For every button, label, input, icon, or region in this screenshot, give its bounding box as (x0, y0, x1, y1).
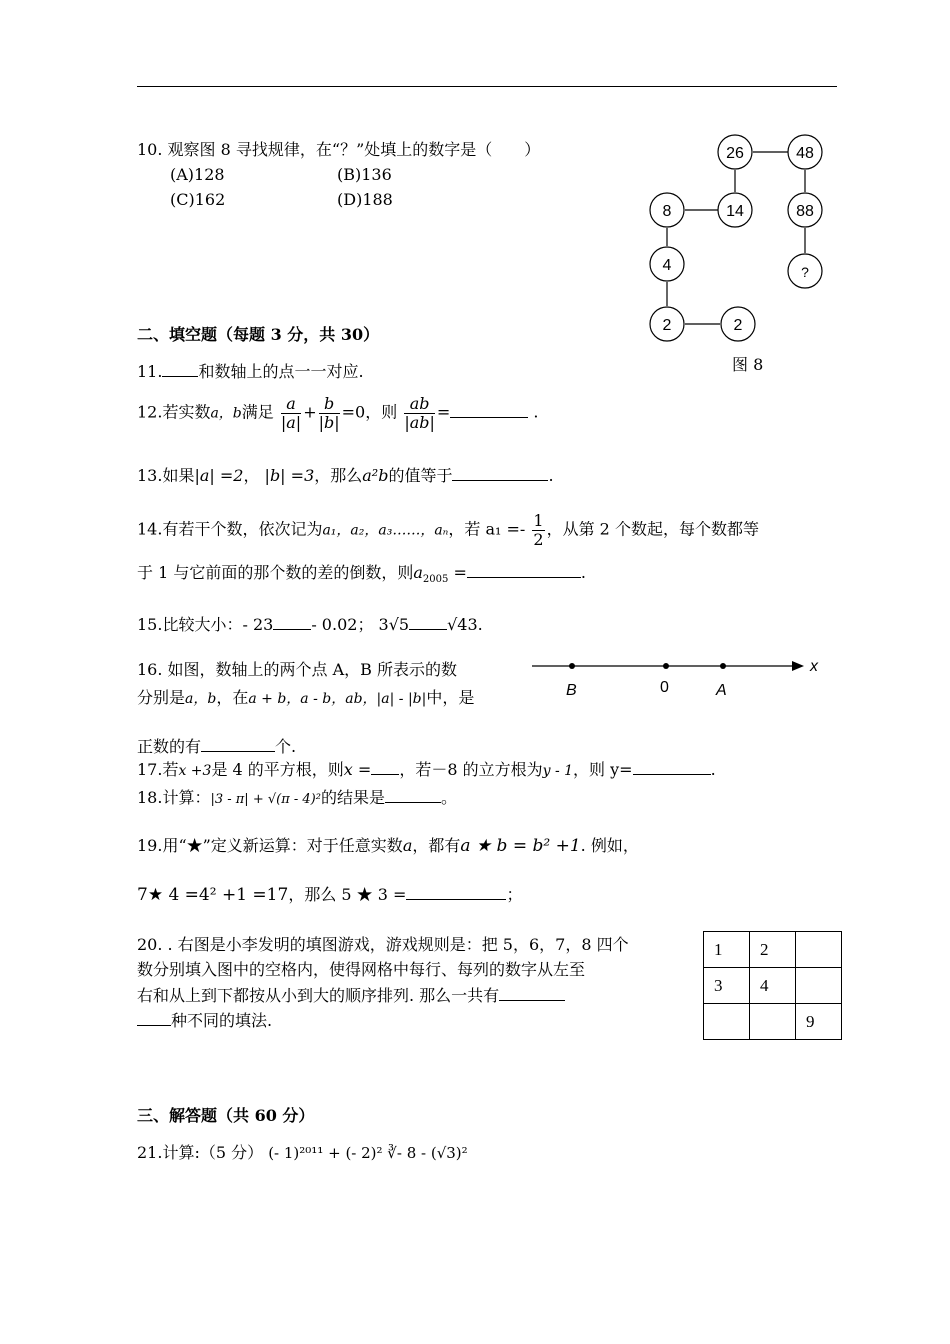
option-d: (D)188 (337, 190, 393, 209)
node-label: 4 (662, 257, 672, 274)
node-label: 2 (733, 317, 743, 334)
figure-8-caption: 图 8 (732, 355, 764, 374)
answer-blank[interactable] (499, 986, 565, 1001)
section-3-heading: 三、解答题（共 60 分） (137, 1106, 315, 1125)
label-b: B (566, 682, 577, 699)
fraction: $\frac{ab}{|ab|}$ (404, 394, 435, 432)
question-14-line-1: 14.有若干个数，依次记为a₁，a₂，a₃……，aₙ，若 a₁ =- $\frac{1}{2}$ ，从第 2 个数起，每个数都等 (137, 511, 759, 549)
label-x: x (810, 658, 818, 675)
answer-blank[interactable] (409, 621, 447, 630)
section-2-heading: 二、填空题（每题 3 分，共 30） (137, 325, 380, 344)
question-19-line-2: 7★ 4 =4² +1 =17，那么 5 ★ 3 = ； (137, 885, 523, 905)
answer-blank[interactable] (137, 1011, 171, 1026)
question-11: 11. 和数轴上的点一一对应. (137, 362, 364, 381)
point-b (569, 663, 575, 669)
grid-cell: 4 (750, 968, 796, 1004)
grid-cell[interactable] (796, 968, 842, 1004)
answer-blank[interactable] (273, 621, 311, 630)
node-label: 14 (726, 203, 744, 220)
grid-cell[interactable] (750, 1004, 796, 1040)
node-label: 88 (796, 203, 814, 220)
question-21: 21.计算:（5 分） (- 1)²⁰¹¹ + (- 2)² ∛- 8 - (√3)² (137, 1143, 468, 1162)
fill-grid (703, 931, 842, 1040)
grid-cell: 3 (704, 968, 750, 1004)
question-15: 15.比较大小：- 23 - 0.02； 3√5 √43. (137, 615, 483, 634)
question-16-line-2: 分别是a，b，在a + b，a - b，ab，|a| - |b|中，是 (137, 688, 475, 707)
grid-cell: 2 (750, 932, 796, 968)
answer-blank[interactable] (201, 737, 275, 752)
option-a: (A)128 (170, 165, 225, 184)
node-label: ? (801, 264, 809, 280)
answer-blank[interactable] (633, 760, 711, 775)
figure-8-diagram (640, 125, 840, 355)
question-10: 10. 观察图 8 寻找规律，在“？”处填上的数字是（ ） (137, 140, 541, 159)
question-14-line-2: 于 1 与它前面的那个数的差的倒数，则$a_{2005}$ = . (137, 563, 586, 586)
question-17: 17.若x +3是 4 的平方根，则x = ，若－8 的立方根为y - 1，则 y= . (137, 760, 716, 779)
answer-blank[interactable] (162, 362, 198, 377)
point-a (720, 663, 726, 669)
answer-blank[interactable] (450, 403, 528, 418)
question-20-line-1: 20. . 右图是小李发明的填图游戏，游戏规则是：把 5，6，7，8 四个 (137, 935, 629, 954)
question-20-line-2: 数分别填入图中的空格内，使得网格中每行、每列的数字从左至 (137, 960, 586, 979)
question-20-line-3: 右和从上到下都按从小到大的顺序排列. 那么一共有 (137, 986, 565, 1005)
question-12: 12.若实数a，b满足 $\frac{a}{|a|}$ + $\frac{b}{|b|}$ =0，则 $\frac{ab}{|ab|}$ = . (137, 394, 539, 432)
question-16-line-3: 正数的有 个. (137, 737, 297, 756)
answer-blank[interactable] (385, 788, 441, 803)
question-19-line-1: 19.用“★”定义新运算：对于任意实数a，都有a ★ b = b² +1. 例如， (137, 836, 639, 856)
fraction: $\frac{1}{2}$ (533, 511, 544, 549)
option-b: (B)136 (337, 165, 392, 184)
point-origin (663, 663, 669, 669)
answer-blank[interactable] (452, 466, 548, 481)
header-rule (137, 86, 837, 87)
grid-cell: 9 (796, 1004, 842, 1040)
answer-blank[interactable] (371, 760, 399, 775)
number-line (528, 655, 828, 705)
arrow-icon (792, 661, 804, 671)
grid-cell[interactable] (704, 1004, 750, 1040)
answer-blank[interactable] (467, 563, 581, 578)
question-18: 18.计算：|3 - π| + √(π - 4)²的结果是 。 (137, 788, 457, 807)
option-c: (C)162 (170, 190, 226, 209)
fraction: $\frac{a}{|a|}$ (280, 394, 302, 432)
answer-blank[interactable] (406, 885, 506, 900)
question-20-line-4: 种不同的填法. (137, 1011, 272, 1030)
question-13: 13.如果|a| =2， |b| =3，那么a²b的值等于 . (137, 466, 554, 485)
grid-cell: 1 (704, 932, 750, 968)
node-label: 2 (662, 317, 672, 334)
grid-cell[interactable] (796, 932, 842, 968)
label-origin: 0 (660, 679, 669, 696)
node-label: 48 (796, 145, 814, 162)
node-label: 26 (726, 145, 744, 162)
label-a: A (716, 682, 727, 699)
fraction: $\frac{b}{|b|}$ (318, 394, 340, 432)
question-16-line-1: 16. 如图，数轴上的两个点 A，B 所表示的数 (137, 660, 458, 679)
node-label: 8 (662, 203, 672, 220)
